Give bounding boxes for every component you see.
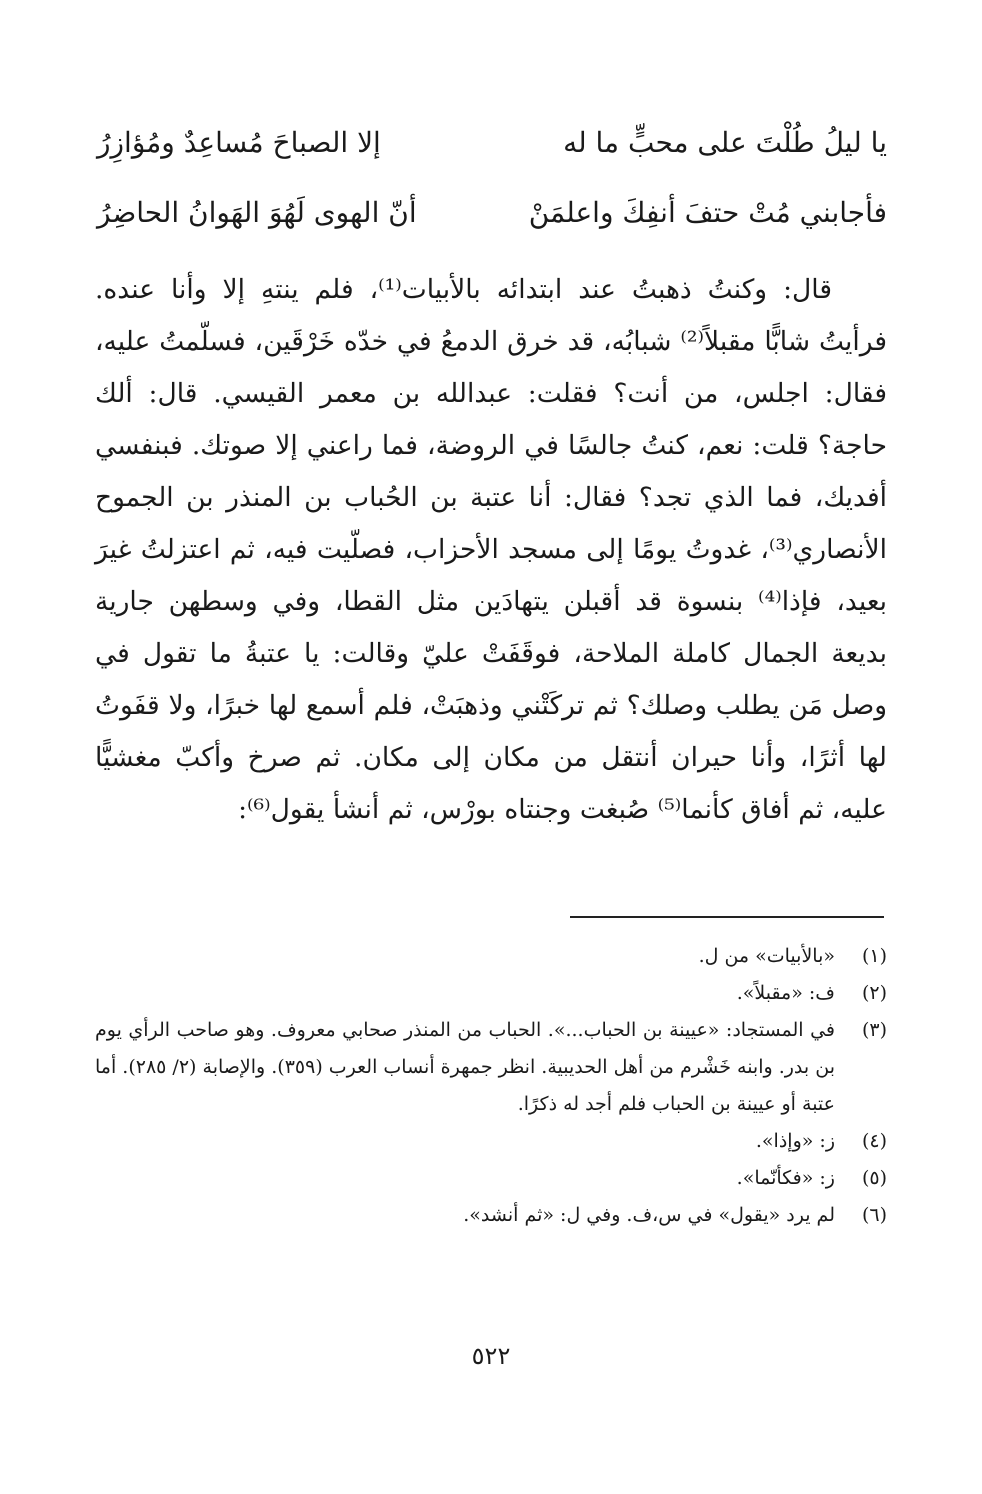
footnote-number: (٤) [861, 1130, 887, 1152]
verse-line [97, 188, 887, 238]
footnote-text: «بالأبيات» من ل. [698, 945, 835, 967]
footnote-separator [570, 916, 884, 918]
verse-second-hemistich: أنّ الهوى لَهُوَ الهَوانُ الحاضِرُ [97, 196, 417, 229]
footnote [95, 1012, 887, 1123]
footnote-number: (٣) [861, 1019, 887, 1041]
footnotes [95, 938, 887, 1234]
footnote-text: ز: «وإذا». [755, 1130, 835, 1152]
footnote-number: (٢) [861, 982, 887, 1004]
body-text [95, 264, 887, 836]
verse-first-hemistich: فأجابني مُتْ حتفَ أنفِكَ واعلمَنْ [528, 196, 887, 229]
footnote-number: (٦) [861, 1204, 887, 1226]
footnote-number: (١) [861, 945, 887, 967]
footnote-text: ف: «مقبلاً». [736, 982, 835, 1004]
footnote [95, 938, 887, 975]
page-number: ٥٢٢ [471, 1342, 511, 1370]
verse-first-hemistich: يا ليلُ طُلْتَ على محبٍّ ما له [563, 126, 887, 159]
footnote [95, 1160, 887, 1197]
footnote [95, 975, 887, 1012]
verse-second-hemistich: إلا الصباحَ مُساعِدٌ ومُؤازِرُ [97, 126, 381, 159]
footnote-number: (٥) [861, 1167, 887, 1189]
footnote-text: ز: «فكأنّما». [736, 1167, 835, 1189]
body-paragraph: قال: وكنتُ ذهبتُ عند ابتدائه بالأبيات⁽¹⁾، فلم ينتهِ إلا وأنا عنده. فرأيتُ شابًّا مقبلاً⁽²⁾ شبابُه، قد خرق الدمعُ في خدّه خَرْقَين، فسلّمتُ عليه، فقال: اجلس، من أنت؟ فقلت: عبدالله بن معمر القيسي. قال: ألك حاجة؟ قلت: نعم، كنتُ جالسًا في الروضة، فما راعني إلا صوتك. فبنفسي أفديك، فما الذي تجد؟ فقال: أنا عتبة بن الحُباب بن المنذر بن الجموح الأنصاري⁽³⁾، غدوتُ يومًا إلى مسجد الأحزاب، فصلّيت فيه، ثم اعتزلتُ غيرَ بعيد، فإذا⁽⁴⁾ بنسوة قد أقبلن يتهادَين مثل القطا، وفي وسطهن جارية بديعة الجمال كاملة الملاحة، فوقَفَتْ عليّ وقالت: يا عتبةُ ما تقول في وصل مَن يطلب وصلك؟ ثم تركَتْني وذهبَتْ، فلم أسمع لها خبرًا، ولا قفَوتُ لها أثرًا، وأنا حيران أنتقل من مكان إلى مكان. ثم صرخ وأكبّ مغشيًّا عليه، ثم أفاق كأنما⁽⁵⁾ صُبغت وجنتاه بورْس، ثم أنشأ يقول⁽⁶⁾: [95, 274, 888, 825]
verse-line [97, 118, 887, 168]
footnote [95, 1197, 887, 1234]
footnote [95, 1123, 887, 1160]
footnote-text: في المستجاد: «عيينة بن الحباب...». الحباب من المنذر صحابي معروف. وهو صاحب الرأي يوم بن بدر. وابنه خَشْرم من أهل الحديبية. انظر جمهرة أنساب العرب (٣٥٩). والإصابة (٢/ ٢٨٥). أما عتبة أو عيينة بن الحباب فلم أجد له ذكرًا. [95, 1019, 835, 1115]
footnote-text: لم يرد «يقول» في س،ف. وفي ل: «ثم أنشد». [463, 1204, 835, 1226]
